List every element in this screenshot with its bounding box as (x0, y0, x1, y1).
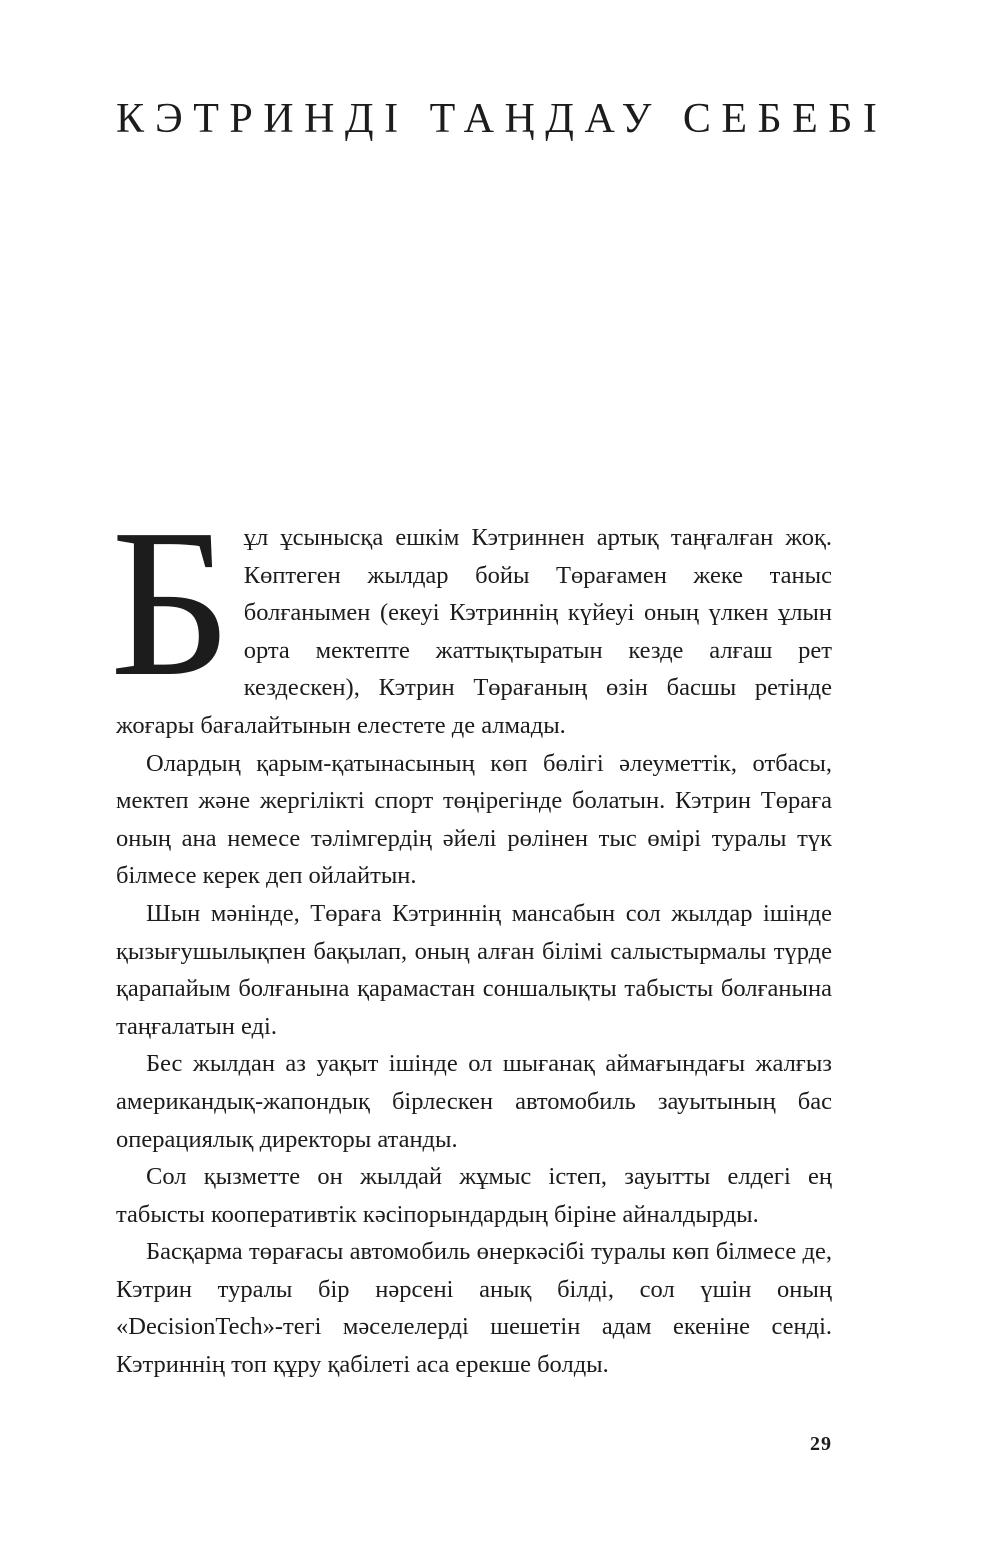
paragraph-1 (110, 485, 832, 745)
paragraph-2: Олардың қарым-қатынасының көп бөлігі әлеуметтік, отбасы, мектеп және жергілікті спорт төңірегінде болатын. Кэтрин Төраға оның ана немесе тәлімгердің әйелі рөлінен тыс өмірі туралы түк білмесе керек деп ойлайтын. (116, 749, 832, 890)
body-text (110, 485, 832, 1384)
paragraph-6: Басқарма төрағасы автомобиль өнеркәсібі туралы көп білмесе де, Кэтрин туралы бір нәрсені анық білді, сол үшін оның «DecisionTech»-тегі мәселелерді шешетін адам екеніне сенді. Кэтриннің топ құру қабілеті аса ерекше болды. (116, 1238, 832, 1379)
paragraph-5: Сол қызметте он жылдай жұмыс істеп, зауытты елдегі ең табысты кооперативтік кәсіпорындардың біріне айналдырды. (116, 1163, 832, 1228)
drop-cap: Б (110, 485, 232, 720)
paragraph-4: Бес жылдан аз уақыт ішінде ол шығанақ аймағындағы жалғыз американдық-жапондық бірлескен автомобиль зауытының бас операциялық директоры атанды. (116, 1050, 832, 1153)
chapter-title: КЭТРИНДІ ТАҢДАУ СЕБЕБІ (116, 96, 888, 142)
paragraph-1-text: ұл ұсынысқа ешкім Кэтриннен артық таңғалған жоқ. Көптеген жылдар бойы Төрағамен жеке таныс болғанымен (екеуі Кэтриннің күйеуі оның үлкен ұлын орта мектепте жаттықтыратын кезде алғаш рет кездескен), Кэтрин Төрағаның өзін басшы ретінде жоғары бағалайтынын елестете де алмады. (116, 524, 832, 739)
paragraph-3: Шын мәнінде, Төраға Кэтриннің мансабын сол жылдар ішінде қызығушылықпен бақылап, оның алған білімі салыстырмалы түрде қарапайым болғанына қарамастан соншалықты табысты болғанына таңғалатын еді. (116, 899, 832, 1040)
page-number: 29 (810, 1433, 832, 1455)
